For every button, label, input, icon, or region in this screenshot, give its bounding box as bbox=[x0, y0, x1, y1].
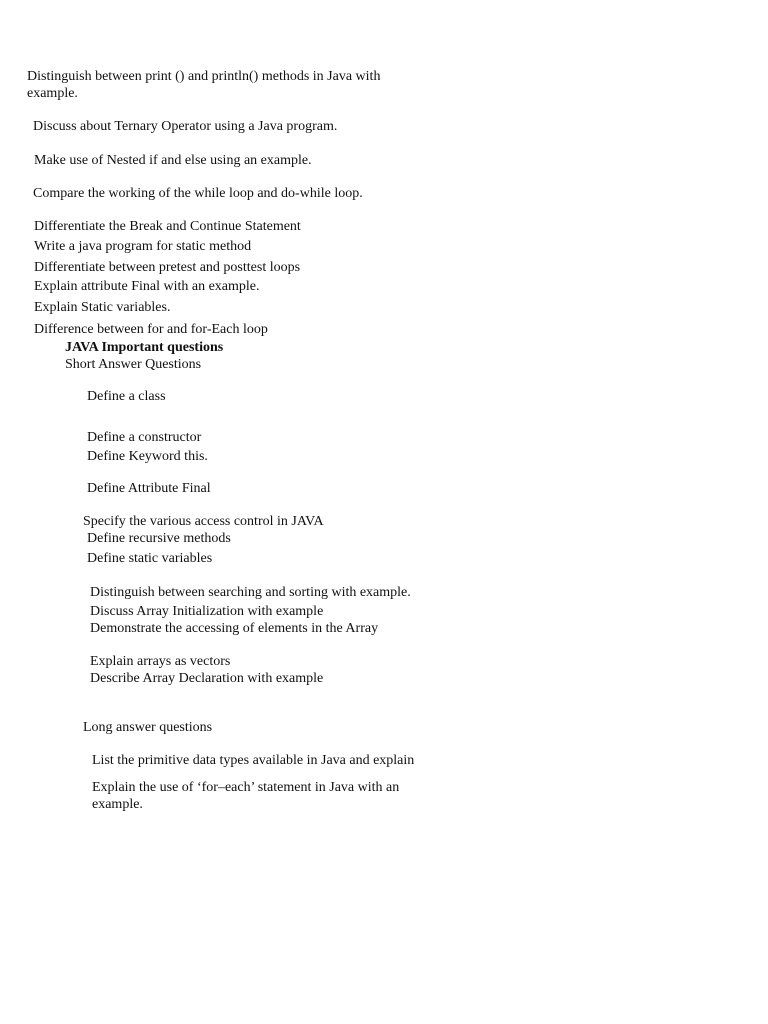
short-question-recursive: Define recursive methods bbox=[87, 531, 231, 546]
short-question-access-control: Specify the various access control in JAVA bbox=[83, 514, 324, 529]
document-title: JAVA Important questions bbox=[65, 340, 224, 355]
question-attribute-final: Explain attribute Final with an example. bbox=[34, 279, 260, 294]
question-while-loops: Compare the working of the while loop and do-while loop. bbox=[33, 186, 363, 201]
short-question-attribute-final: Define Attribute Final bbox=[87, 481, 211, 496]
long-question-for-each: Explain the use of ‘for–each’ statement in Java with an example. bbox=[92, 780, 400, 812]
short-answer-heading: Short Answer Questions bbox=[65, 357, 202, 372]
short-question-array-access: Demonstrate the accessing of elements in the Array bbox=[90, 621, 379, 636]
short-question-class: Define a class bbox=[87, 389, 166, 404]
question-print-println: Distinguish between print () and println() methods in Java with example. bbox=[27, 69, 381, 101]
short-question-static-variables: Define static variables bbox=[87, 551, 213, 566]
question-ternary-operator: Discuss about Ternary Operator using a Java program. bbox=[33, 119, 338, 134]
question-for-foreach: Difference between for and for-Each loop bbox=[34, 322, 268, 337]
question-static-variables: Explain Static variables. bbox=[34, 300, 171, 315]
question-pretest-posttest: Differentiate between pretest and posttest loops bbox=[34, 260, 301, 275]
short-question-array-declaration: Describe Array Declaration with example bbox=[90, 671, 324, 686]
question-nested-if: Make use of Nested if and else using an example. bbox=[34, 153, 312, 168]
long-question-primitive-types: List the primitive data types available in Java and explain bbox=[92, 753, 415, 768]
long-answer-heading: Long answer questions bbox=[83, 720, 213, 735]
question-break-continue: Differentiate the Break and Continue Statement bbox=[34, 219, 301, 234]
question-static-method: Write a java program for static method bbox=[34, 239, 252, 254]
short-question-array-initialization: Discuss Array Initialization with example bbox=[90, 604, 324, 619]
short-question-searching-sorting: Distinguish between searching and sorting with example. bbox=[90, 585, 411, 600]
short-question-keyword-this: Define Keyword this. bbox=[87, 449, 208, 464]
short-question-constructor: Define a constructor bbox=[87, 430, 202, 445]
short-question-arrays-vectors: Explain arrays as vectors bbox=[90, 654, 231, 669]
